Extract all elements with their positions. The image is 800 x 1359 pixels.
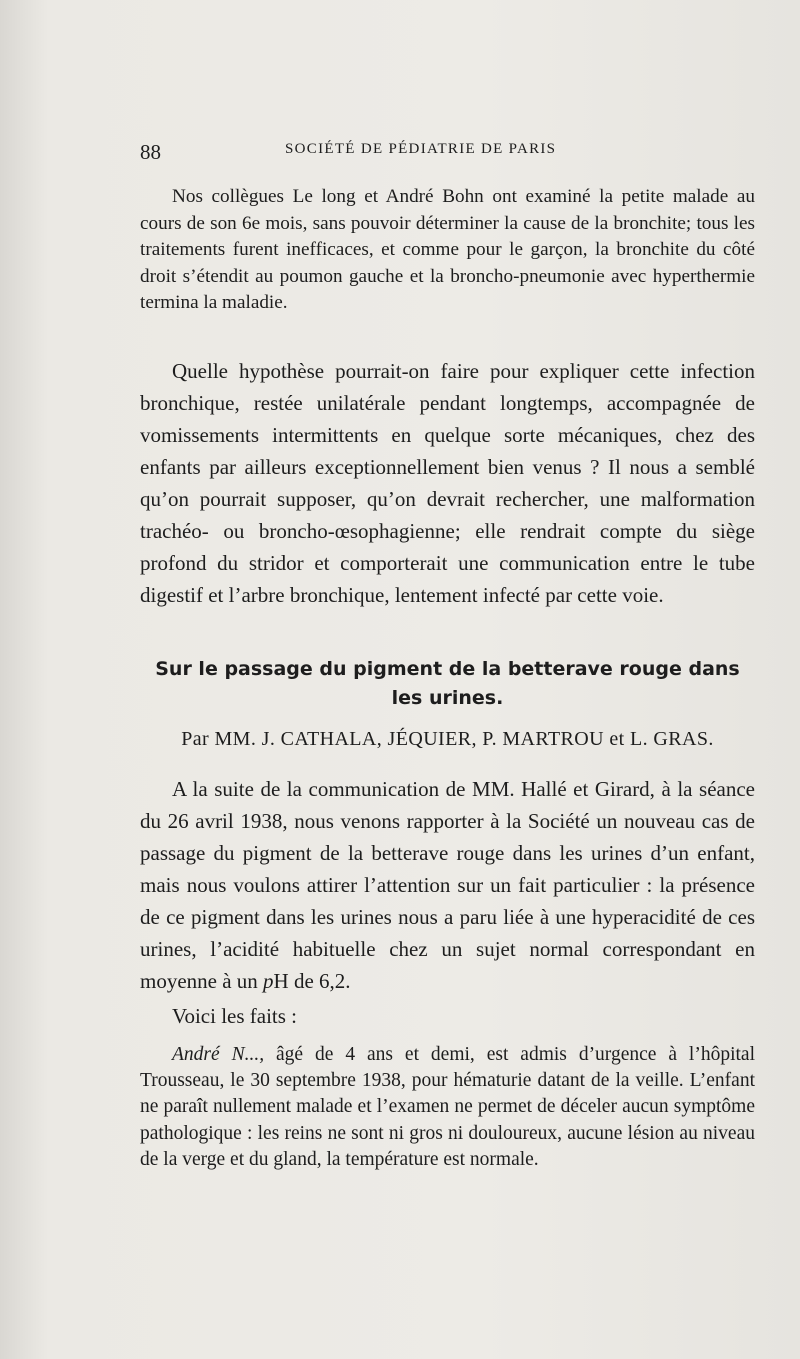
paragraph-3-text: A la suite de la communication de MM. Hallé et Girard, à la séance du 26 avril 1938, nous venons rapporter à la Société un nouveau cas de passage du pigment de la betterave rouge dans les urines d’un enfant, mais nous voulons attirer l’attention sur un fait particulier : la présence de ce pigment dans les urines nous a paru liée à une hyperacidité de ces urines, l’acidité habituelle chez un sujet normal correspondant en moyenne à un <box>140 777 755 993</box>
running-head: SOCIÉTÉ DE PÉDIATRIE DE PARIS <box>285 141 557 157</box>
paragraph-4: Voici les faits : <box>172 1004 298 1028</box>
paragraph-1: Nos collègues Le long et André Bohn ont examiné la petite malade au cours de son 6e mois, sans pouvoir déterminer la cause de la bronchite; tous les traitements furent inefficaces, et comme pour le garçon, la bronchite du côté droit s’étendit au poumon gauche et la broncho-pneumonie avec hyperthermie termina la maladie. <box>140 186 755 313</box>
page-number: 88 <box>140 140 161 164</box>
ph-italic-p: p <box>263 969 274 993</box>
paragraph-5-block <box>140 1042 755 1173</box>
paragraph-3 <box>140 773 755 997</box>
patient-name: André N..., <box>172 1044 265 1065</box>
ph-value: H de 6,2. <box>273 969 351 993</box>
paragraph-2: Quelle hypothèse pourrait-on faire pour expliquer cette infection bronchique, restée unilatérale pendant longtemps, accompagnée de vomissements intermittents en quelque sorte mécaniques, chez des enfants par ailleurs exceptionnellement bien venus ? Il nous a semblé qu’on pourrait supposer, qu’on devrait rechercher, une malformation trachéo- ou broncho-œsophagienne; elle rendrait compte du siège profond du stridor et comporterait une communication entre le tube digestif et l’arbre bronchique, lentement infecté par cette voie. <box>140 359 755 607</box>
paragraph-1-block <box>140 184 755 317</box>
paragraph-5 <box>140 1042 755 1173</box>
article-authors: Par MM. J. CATHALA, JÉQUIER, P. MARTROU et L. GRAS. <box>181 728 714 750</box>
page-header <box>140 140 640 170</box>
article-title: Sur le passage du pigment de la betterave rouge dans les urines. <box>155 658 740 709</box>
paragraph-4-block <box>140 1000 755 1032</box>
paragraph-2-block <box>140 355 755 611</box>
paragraph-5-text: âgé de 4 ans et demi, est admis d’urgence à l’hôpital Trousseau, le 30 septembre 1938, pour hématurie datant de la veille. L’enfant ne paraît nullement malade et l’examen ne permet de déceler aucun symptôme pathologique : les reins ne sont ni gros ni douloureux, aucune lésion au niveau de la verge et du gland, la température est normale. <box>140 1044 755 1170</box>
paragraph-3-block <box>140 773 755 997</box>
